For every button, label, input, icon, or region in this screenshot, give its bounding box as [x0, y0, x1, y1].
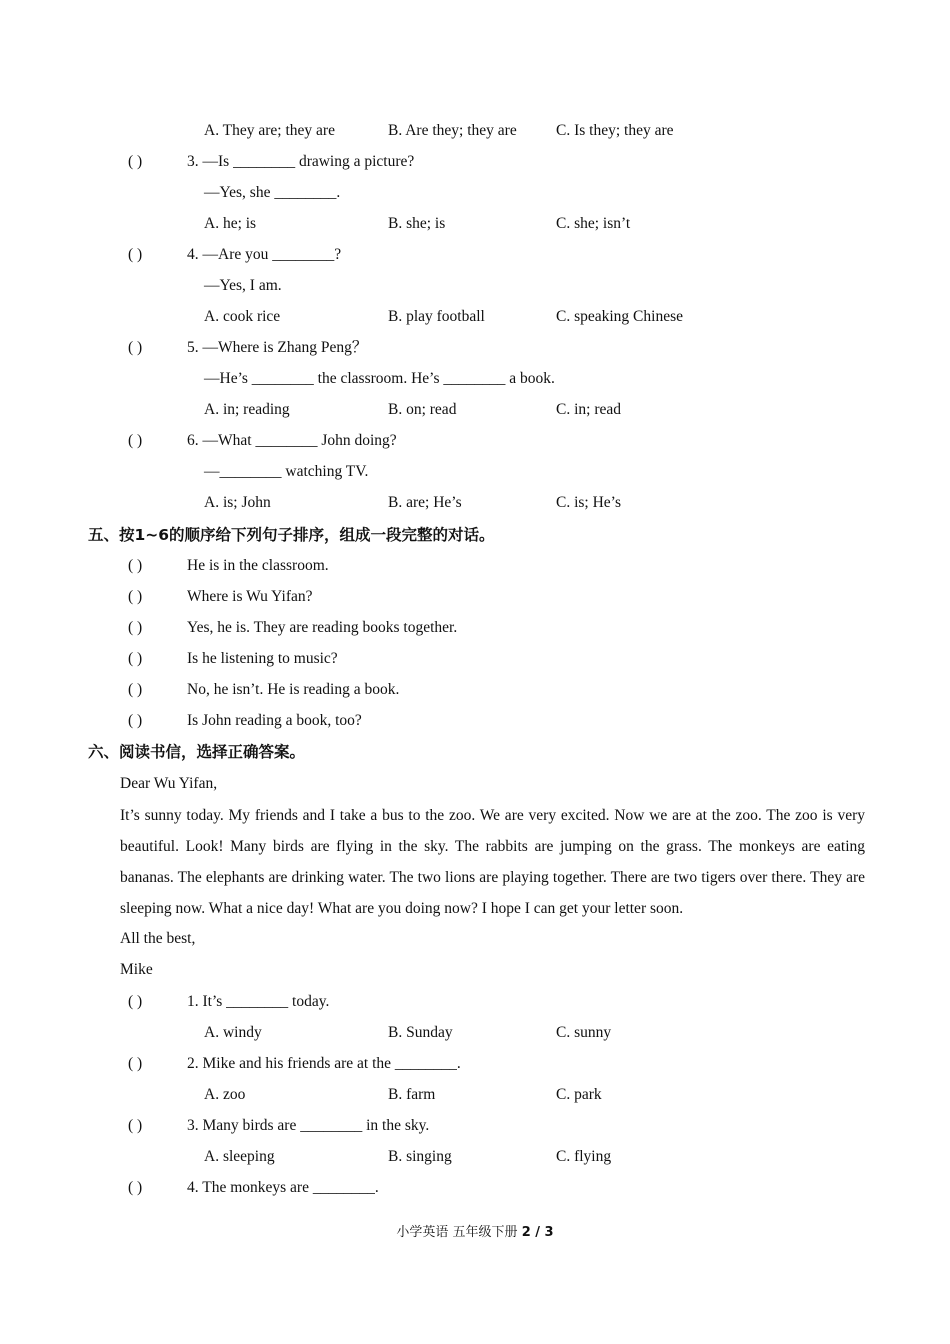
answer-blank: ( ) — [128, 650, 143, 667]
dialogue-sentence: Is John reading a book, too? — [187, 712, 362, 729]
answer-blank: ( ) — [128, 993, 143, 1010]
question-stem: 1. It’s ________ today. — [187, 993, 330, 1010]
question-reply: —Yes, she ________. — [204, 184, 341, 201]
dialogue-sentence: Where is Wu Yifan? — [187, 588, 313, 605]
question-stem: 2. Mike and his friends are at the ________. — [187, 1055, 461, 1072]
option-a: A. in; reading — [204, 401, 290, 418]
question-reply: —________ watching TV. — [204, 463, 369, 480]
option-c: C. speaking Chinese — [556, 308, 683, 325]
option-a: A. windy — [204, 1024, 262, 1041]
answer-blank: ( ) — [128, 712, 143, 729]
option-c: C. in; read — [556, 401, 621, 418]
letter-greeting: Dear Wu Yifan, — [120, 775, 218, 792]
answer-blank: ( ) — [128, 246, 143, 263]
dialogue-sentence: No, he isn’t. He is reading a book. — [187, 681, 400, 698]
option-c: C. Is they; they are — [556, 122, 674, 139]
answer-blank: ( ) — [128, 339, 143, 356]
option-c: C. flying — [556, 1148, 612, 1165]
footer-label: 小学英语 五年级下册 — [396, 1225, 518, 1240]
option-a: A. zoo — [204, 1086, 246, 1103]
option-b: B. are; He’s — [388, 494, 462, 511]
answer-blank: ( ) — [128, 557, 143, 574]
letter-signature: Mike — [120, 961, 153, 978]
option-b: B. Sunday — [388, 1024, 453, 1041]
question-stem: 3. Many birds are ________ in the sky. — [187, 1117, 430, 1134]
option-b: B. play football — [388, 308, 485, 325]
answer-blank: ( ) — [128, 1117, 143, 1134]
question-stem: 6. —What ________ John doing? — [187, 432, 397, 449]
answer-blank: ( ) — [128, 432, 143, 449]
question-reply: —He’s ________ the classroom. He’s ________ a book. — [204, 370, 555, 387]
page-footer — [0, 1224, 950, 1242]
option-a: A. is; John — [204, 494, 271, 511]
answer-blank: ( ) — [128, 619, 143, 636]
dialogue-sentence: He is in the classroom. — [187, 557, 329, 574]
option-b: B. farm — [388, 1086, 436, 1103]
question-stem: 4. —Are you ________? — [187, 246, 342, 263]
letter-body: It’s sunny today. My friends and I take a bus to the zoo. We are very excited. Now we are at the zoo. The zoo is very beautiful. Look! Many birds are flying in the sky. The rabbits are jumping on the grass. The monkeys are eating bananas. The elephants are drinking water. The two lions are playing together. There are two tigers over there. They are sleeping now. What a nice day! What are you doing now? I hope I can get your letter soon. — [120, 807, 865, 917]
dialogue-sentence: Is he listening to music? — [187, 650, 338, 667]
option-c: C. she; isn’t — [556, 215, 631, 232]
page-number: 2 / 3 — [521, 1225, 554, 1240]
question-stem: 5. —Where is Zhang Peng？ — [187, 339, 368, 356]
option-b: B. singing — [388, 1148, 452, 1165]
answer-blank: ( ) — [128, 588, 143, 605]
question-stem: 3. —Is ________ drawing a picture? — [187, 153, 415, 170]
answer-blank: ( ) — [128, 153, 143, 170]
dialogue-sentence: Yes, he is. They are reading books together. — [187, 619, 458, 636]
answer-blank: ( ) — [128, 681, 143, 698]
answer-blank: ( ) — [128, 1179, 143, 1196]
option-c: C. park — [556, 1086, 602, 1103]
option-a: A. cook rice — [204, 308, 281, 325]
option-b: B. Are they; they are — [388, 122, 517, 139]
option-b: B. on; read — [388, 401, 457, 418]
option-a: A. sleeping — [204, 1148, 275, 1165]
option-a: A. he; is — [204, 215, 257, 232]
option-c: C. is; He’s — [556, 494, 622, 511]
answer-blank: ( ) — [128, 1055, 143, 1072]
section-heading: 五、按1~6的顺序给下列句子排序，组成一段完整的对话。 — [88, 526, 495, 544]
section-heading: 六、阅读书信，选择正确答案。 — [88, 743, 306, 761]
option-c: C. sunny — [556, 1024, 612, 1041]
letter-closing: All the best, — [120, 930, 196, 947]
option-a: A. They are; they are — [204, 122, 335, 139]
option-b: B. she; is — [388, 215, 446, 232]
question-stem: 4. The monkeys are ________. — [187, 1179, 379, 1196]
question-reply: —Yes, I am. — [204, 277, 282, 294]
